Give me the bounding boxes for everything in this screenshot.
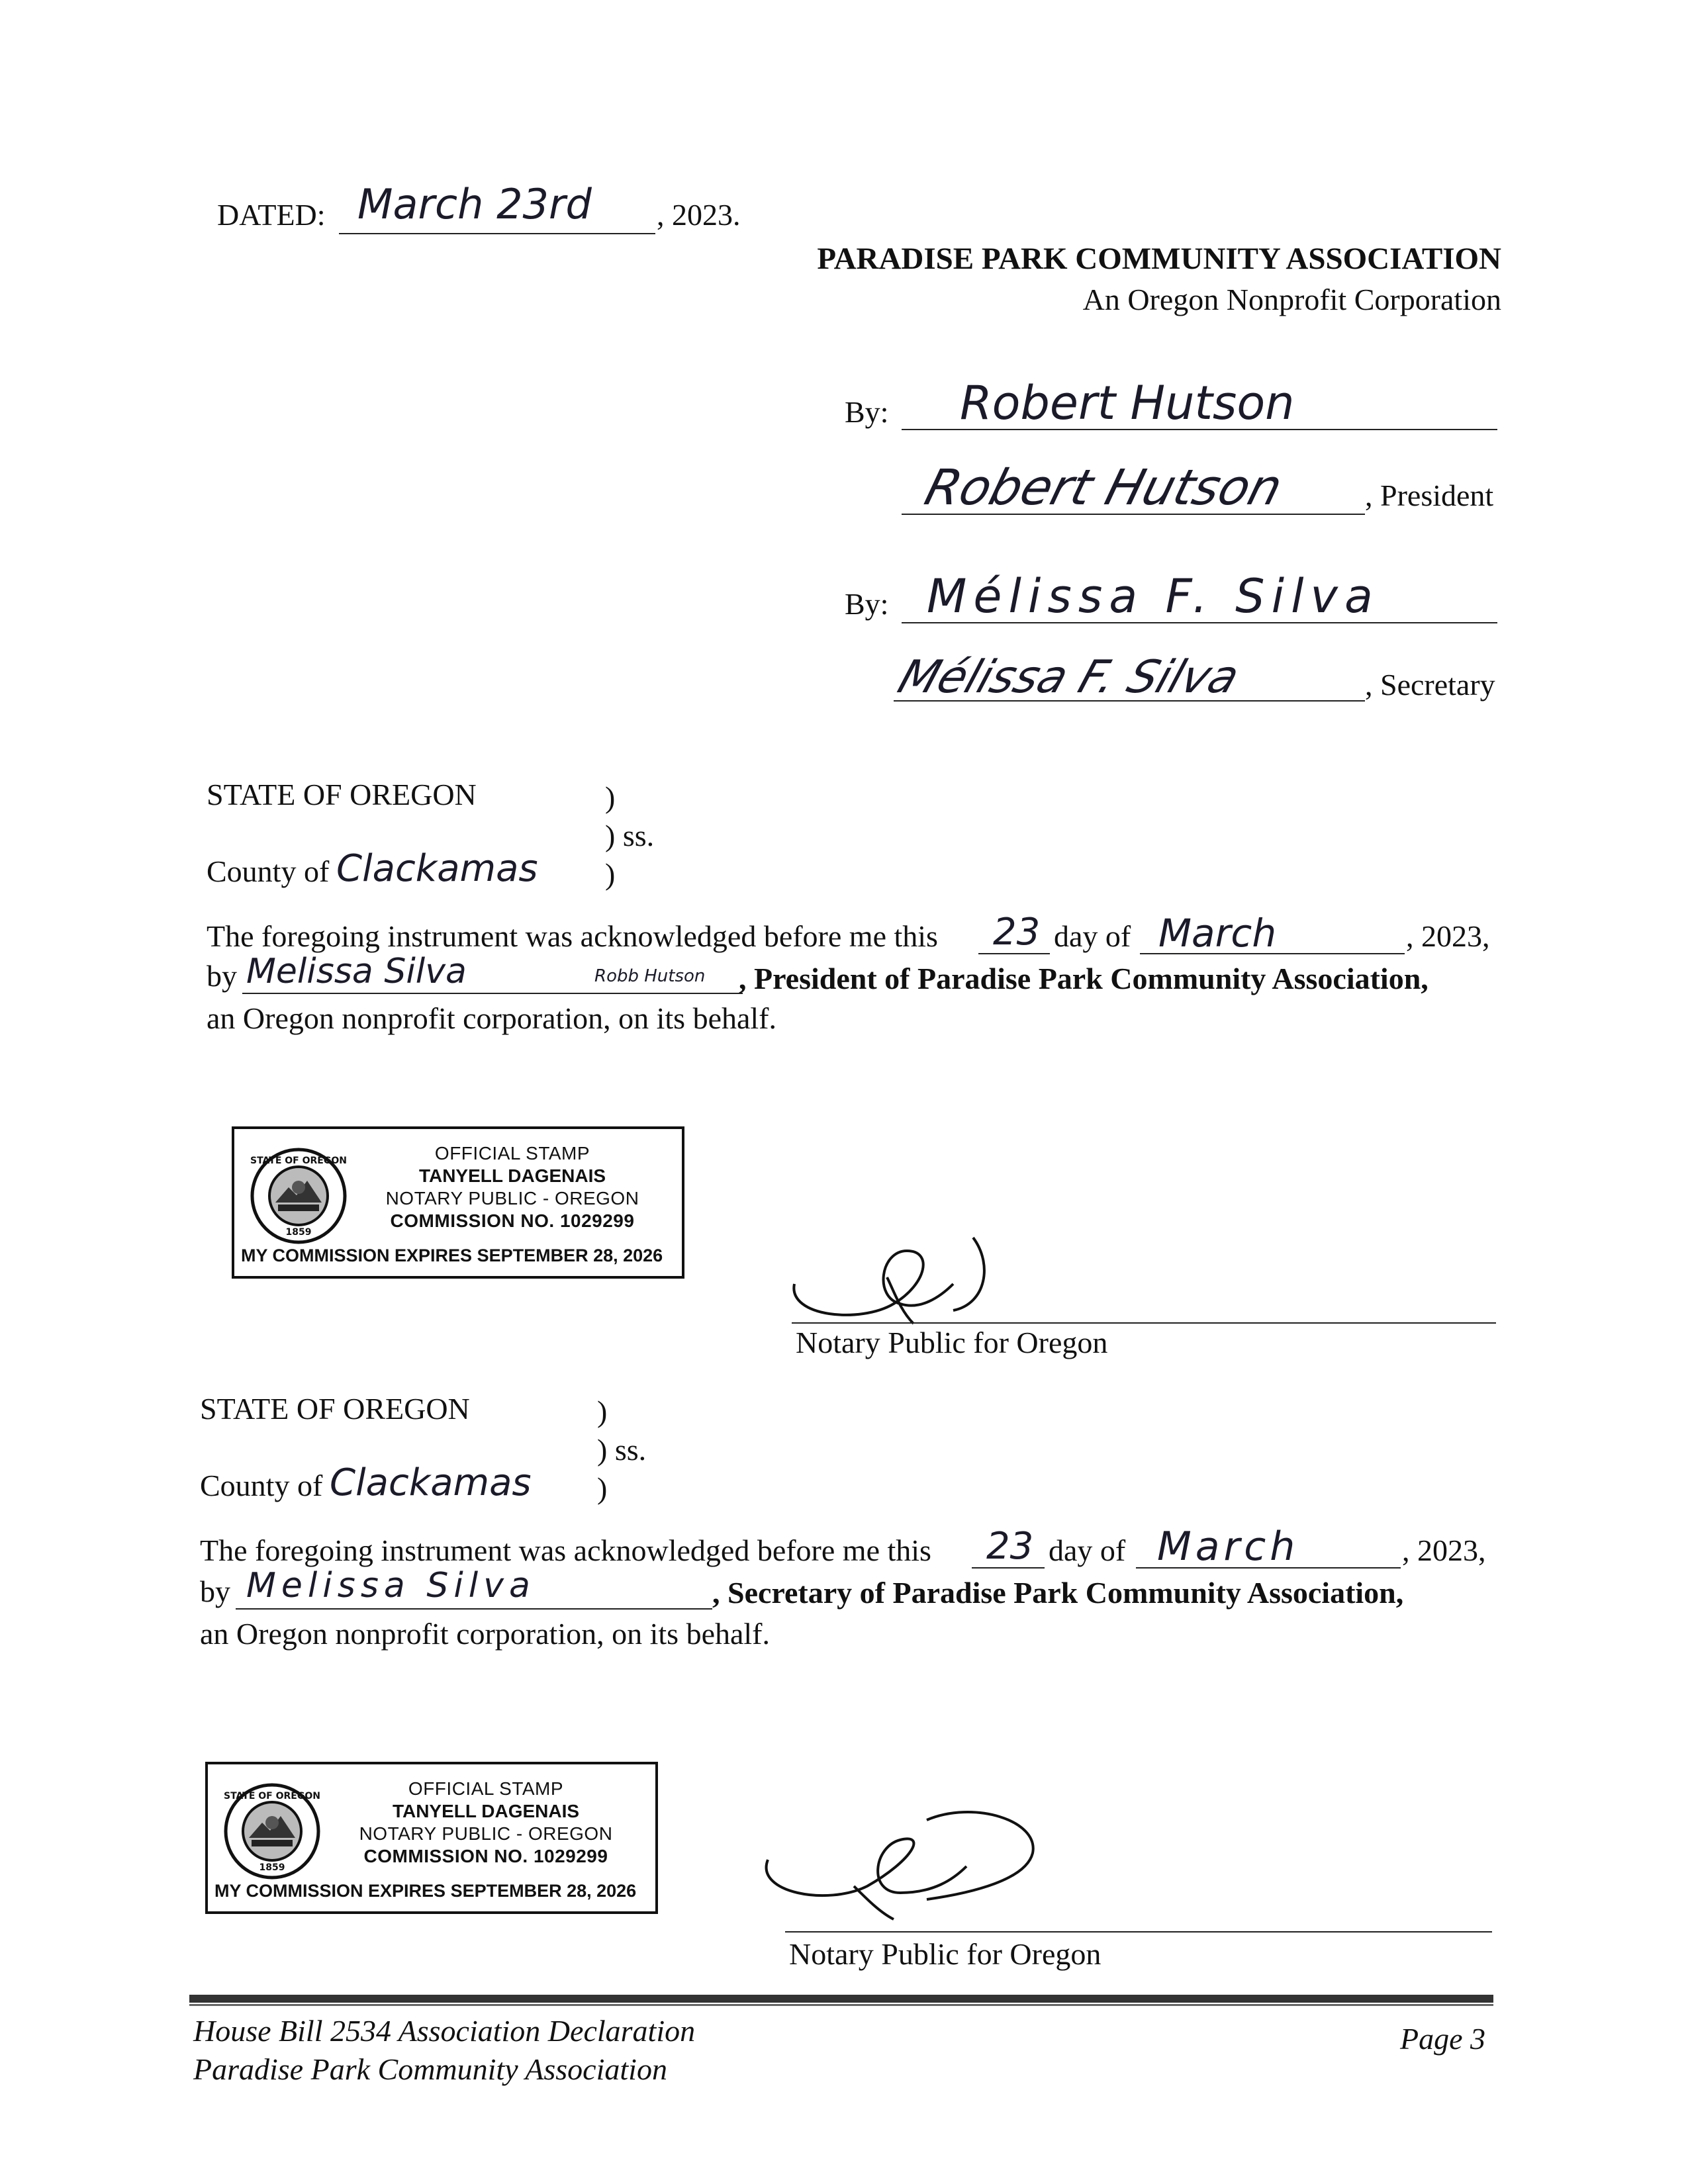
ack2-day-underline — [972, 1567, 1045, 1569]
ack1-name-handwritten-small: Robb Hutson — [594, 966, 706, 986]
stamp-commission-no: COMMISSION NO. 1029299 — [363, 1846, 608, 1866]
seal-text: STATE OF OREGON — [224, 1791, 320, 1801]
dated-underline — [339, 233, 655, 234]
seal-text: STATE OF OREGON — [250, 1156, 347, 1166]
ack2-county-handwritten: Clackamas — [330, 1461, 532, 1504]
dated-label: DATED: — [217, 198, 326, 232]
stamp-expiry: MY COMMISSION EXPIRES SEPTEMBER 28, 2026 — [214, 1881, 637, 1901]
ack1-ss: ) ss. — [605, 819, 655, 852]
stamp-official: OFFICIAL STAMP — [434, 1143, 590, 1163]
ack1-paren1: ) — [605, 780, 616, 814]
secretary-printed-name: Mélissa F. Silva — [927, 569, 1380, 623]
dated-handwritten: March 23rd — [357, 180, 592, 228]
association-type: An Oregon Nonprofit Corporation — [1082, 283, 1501, 316]
ack1-by-label: by — [207, 959, 237, 993]
ack1-month-underline — [1140, 953, 1405, 954]
ack1-county-handwritten: Clackamas — [336, 847, 538, 890]
ack2-name-underline — [236, 1608, 712, 1610]
ack1-day-handwritten: 23 — [993, 911, 1041, 954]
ack1-line3: an Oregon nonprofit corporation, on its behalf. — [207, 1001, 776, 1035]
stamp-notary-name: TANYELL DAGENAIS — [392, 1801, 580, 1821]
stamp-notary-public: NOTARY PUBLIC - OREGON — [385, 1188, 639, 1208]
oregon-seal-icon — [222, 1782, 322, 1881]
ack2-line1-a: The foregoing instrument was acknowledged before me this — [200, 1533, 931, 1567]
ack1-day-underline — [978, 953, 1050, 954]
notary-stamp-2 — [205, 1762, 658, 1914]
notary-stamp-1 — [232, 1126, 684, 1279]
ack2-title-bold: , Secretary of Paradise Park Community Association, — [712, 1576, 1404, 1610]
notary-line-2 — [785, 1931, 1492, 1933]
ack2-line1-c: , 2023, — [1402, 1533, 1486, 1567]
seal-year: 1859 — [259, 1862, 285, 1873]
oregon-seal-icon — [249, 1146, 348, 1246]
president-by-label: By: — [845, 395, 889, 429]
ack2-paren1: ) — [597, 1394, 608, 1428]
seal-year: 1859 — [285, 1227, 312, 1238]
ack1-name-underline — [242, 993, 743, 994]
footer-rule — [189, 1995, 1493, 2003]
notary-label-2: Notary Public for Oregon — [789, 1937, 1102, 1971]
ack1-line1-a: The foregoing instrument was acknowledged before me this — [207, 919, 938, 953]
ack1-name-handwritten: Melissa Silva — [246, 952, 467, 991]
footer-page-number: Page 3 — [1399, 2022, 1485, 2056]
president-title: , President — [1365, 478, 1494, 512]
president-signature: Robert Hutson — [919, 459, 1288, 516]
stamp-text-block — [353, 1142, 671, 1232]
ack2-ss: ) ss. — [597, 1433, 647, 1467]
secretary-signature: Mélissa F. Silva — [892, 651, 1246, 704]
president-printed-name: Robert Hutson — [960, 376, 1295, 430]
ack2-day-handwritten: 23 — [986, 1525, 1034, 1568]
stamp-expiry: MY COMMISSION EXPIRES SEPTEMBER 28, 2026 — [241, 1246, 663, 1265]
notary-line-1 — [792, 1322, 1496, 1324]
ack1-state: STATE OF OREGON — [207, 778, 477, 811]
stamp-commission-no: COMMISSION NO. 1029299 — [390, 1210, 635, 1231]
ack1-title-bold: , President of Paradise Park Community Association, — [739, 962, 1429, 995]
ack1-county-label: County of — [207, 854, 330, 888]
ack1-line1-c: , 2023, — [1406, 919, 1490, 953]
secretary-title: , Secretary — [1365, 668, 1495, 702]
ack2-line1-b: day of — [1049, 1533, 1126, 1567]
stamp-official: OFFICIAL STAMP — [408, 1778, 564, 1799]
stamp-notary-name: TANYELL DAGENAIS — [418, 1165, 606, 1186]
dated-suffix: , 2023. — [657, 198, 741, 232]
footer-left-line2: Paradise Park Community Association — [193, 2052, 667, 2086]
footer-rule-thin — [189, 2004, 1493, 2006]
notary-signature-2 — [755, 1800, 1072, 1933]
ack2-county-label: County of — [200, 1469, 323, 1502]
association-name: PARADISE PARK COMMUNITY ASSOCIATION — [817, 242, 1501, 276]
stamp-text-block — [327, 1778, 645, 1868]
ack2-by-label: by — [200, 1574, 230, 1608]
ack2-month-underline — [1136, 1567, 1401, 1569]
ack1-paren3: ) — [605, 857, 616, 891]
ack2-state: STATE OF OREGON — [200, 1392, 470, 1426]
ack2-month-handwritten: March — [1157, 1524, 1299, 1570]
ack2-line3: an Oregon nonprofit corporation, on its behalf. — [200, 1617, 770, 1651]
footer-left-line1: House Bill 2534 Association Declaration — [193, 2014, 696, 2048]
stamp-notary-public: NOTARY PUBLIC - OREGON — [359, 1823, 613, 1844]
secretary-by-label: By: — [845, 587, 889, 621]
notary-label-1: Notary Public for Oregon — [796, 1326, 1108, 1359]
ack1-month-handwritten: March — [1158, 911, 1277, 956]
ack1-line1-b: day of — [1054, 919, 1131, 953]
ack2-paren3: ) — [597, 1471, 608, 1505]
ack2-name-handwritten: Melissa Silva — [246, 1566, 536, 1606]
